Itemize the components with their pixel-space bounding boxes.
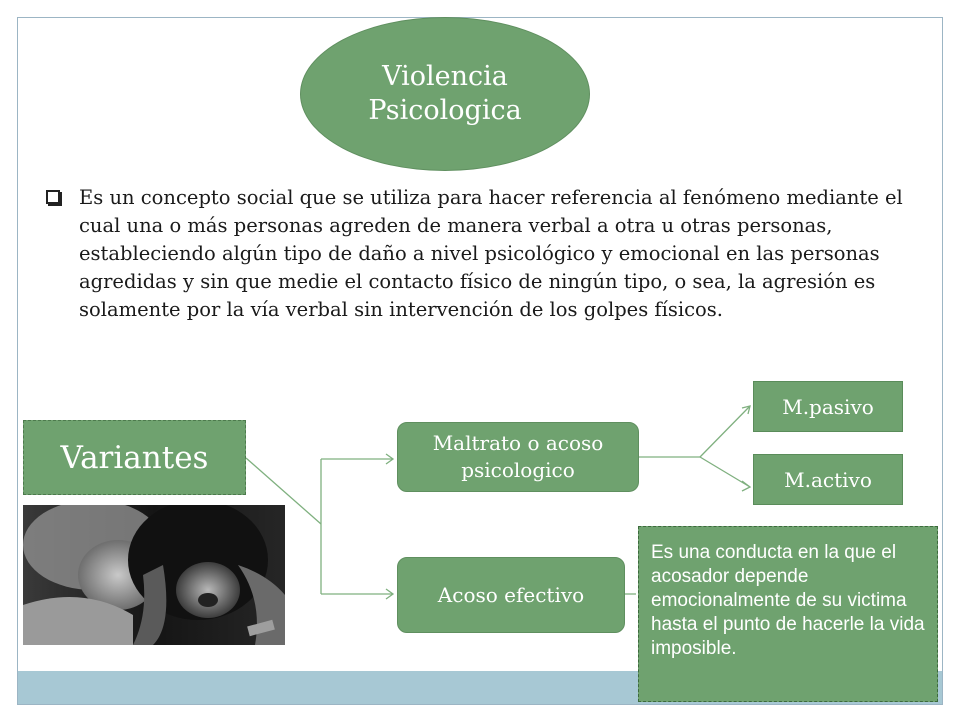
node-m-pasivo xyxy=(753,381,903,432)
description-box xyxy=(638,526,938,702)
node-acoso-label: Acoso efectivo xyxy=(437,583,585,607)
node-m-activo xyxy=(753,454,903,505)
definition-text: Es un concepto social que se utiliza para hacer referencia al fenómeno mediante el cual una o más personas agreden de manera verbal a otra u otras personas, estableciendo algún tipo de daño a nivel psicológico y emocional en las personas agredidas y sin que medie el contacto físico de ningún tipo, o sea, la agresión es solamente por la vía verbal sin intervención de los golpes físicos. xyxy=(79,186,903,321)
node-activo-label: M.activo xyxy=(784,467,872,492)
photo-illustration xyxy=(23,505,285,645)
checkbox-square-icon xyxy=(46,190,60,204)
slide-title: Violencia Psicologica xyxy=(368,61,522,126)
variantes-label: Variantes xyxy=(60,439,209,476)
photo-image xyxy=(23,505,285,645)
title-ellipse xyxy=(301,18,589,170)
description-text: Es una conducta en la que el acosador depende emocionalmente de su victima hasta el punto de hacerle la vida imposible. xyxy=(651,542,925,659)
node-acoso-efectivo xyxy=(397,557,625,633)
node-maltrato-label: Maltrato o acoso psicologico xyxy=(432,431,604,482)
node-maltrato xyxy=(397,422,639,492)
variantes-box xyxy=(23,420,246,495)
node-pasivo-label: M.pasivo xyxy=(782,394,874,419)
